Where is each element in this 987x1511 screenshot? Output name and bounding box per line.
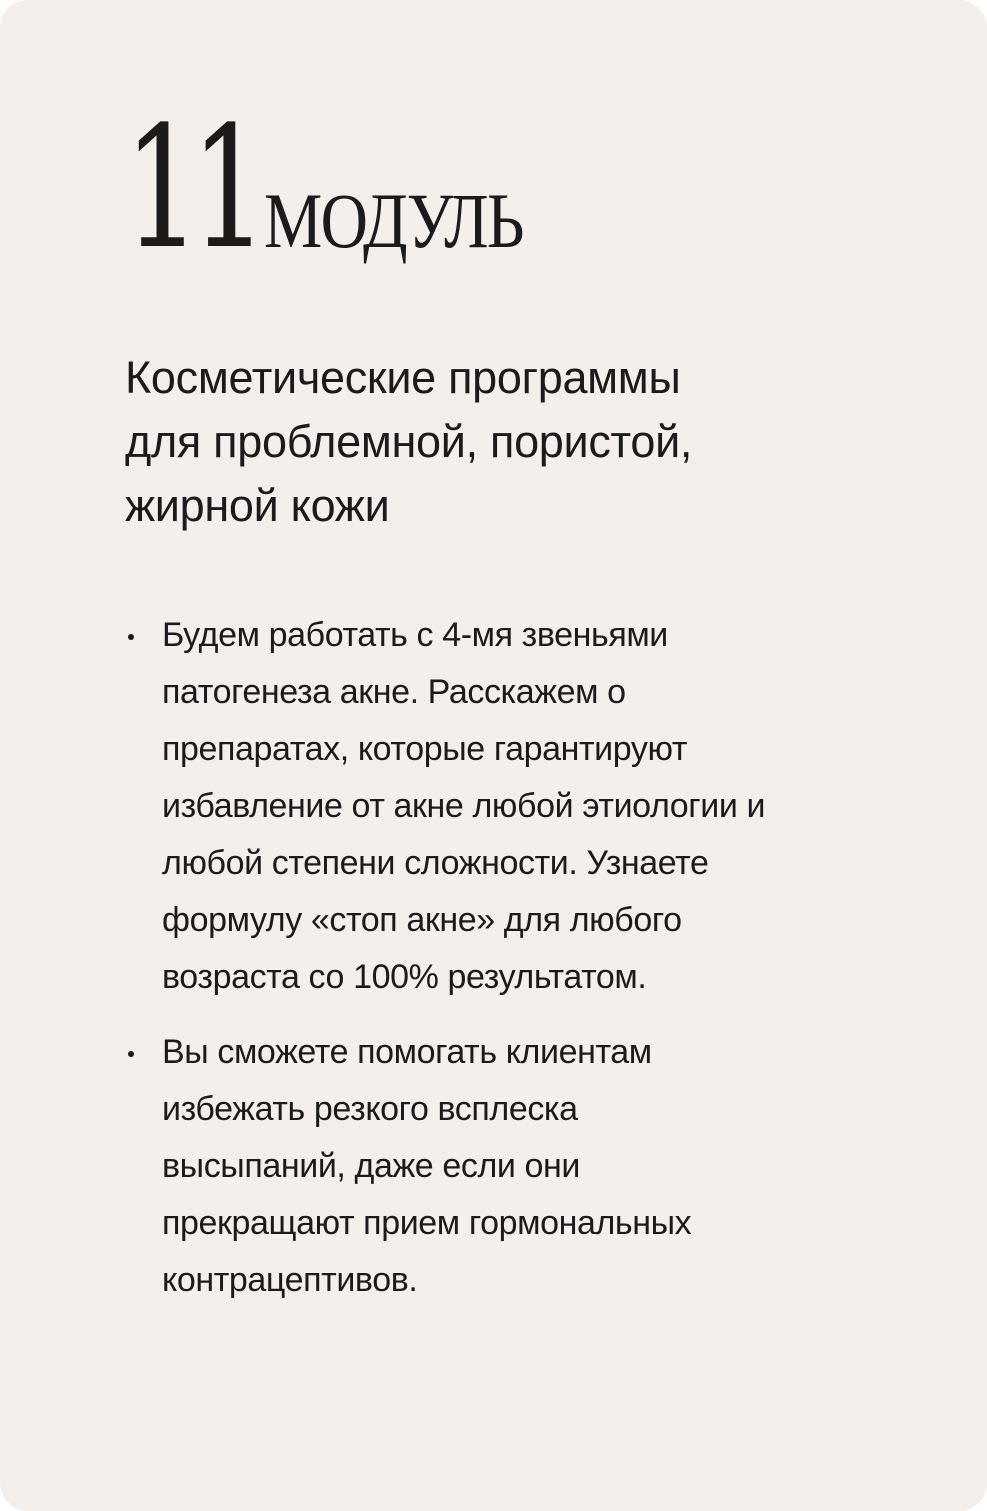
bullet-list	[124, 607, 884, 1327]
title-line: для проблемной, пористой,	[125, 416, 693, 467]
bullet-line: патогенеза акне. Расскажем о	[162, 673, 626, 711]
module-label: МОДУЛЬ	[264, 177, 523, 264]
bullet-dot-icon	[128, 1051, 134, 1057]
bullet-line: прекращают прием гормональных	[162, 1204, 692, 1242]
bullet-line: Вы сможете помогать клиентам	[162, 1033, 652, 1071]
bullet-dot-icon	[128, 634, 134, 640]
bullet-text	[162, 1024, 884, 1309]
bullet-line: высыпаний, даже если они	[162, 1147, 581, 1185]
module-title	[125, 346, 865, 538]
bullet-line: избежать резкого всплеска	[162, 1090, 578, 1128]
bullet-line: контрацептивов.	[162, 1261, 418, 1299]
bullet-item	[124, 1024, 884, 1309]
module-number: 11	[124, 90, 258, 286]
bullet-line: Будем работать с 4-мя звеньями	[162, 616, 668, 654]
title-line: Косметические программы	[125, 352, 681, 403]
bullet-line: возраста со 100% результатом.	[162, 958, 647, 996]
bullet-line: препаратах, которые гарантируют	[162, 730, 688, 768]
bullet-text	[162, 607, 884, 1006]
bullet-line: формулу «стоп акне» для любого	[162, 901, 682, 939]
bullet-line: любой степени сложности. Узнаете	[162, 844, 709, 882]
bullet-line: избавление от акне любой этиологии и	[162, 787, 766, 825]
bullet-item	[124, 607, 884, 1006]
module-header	[124, 90, 824, 286]
title-line: жирной кожи	[125, 480, 390, 531]
